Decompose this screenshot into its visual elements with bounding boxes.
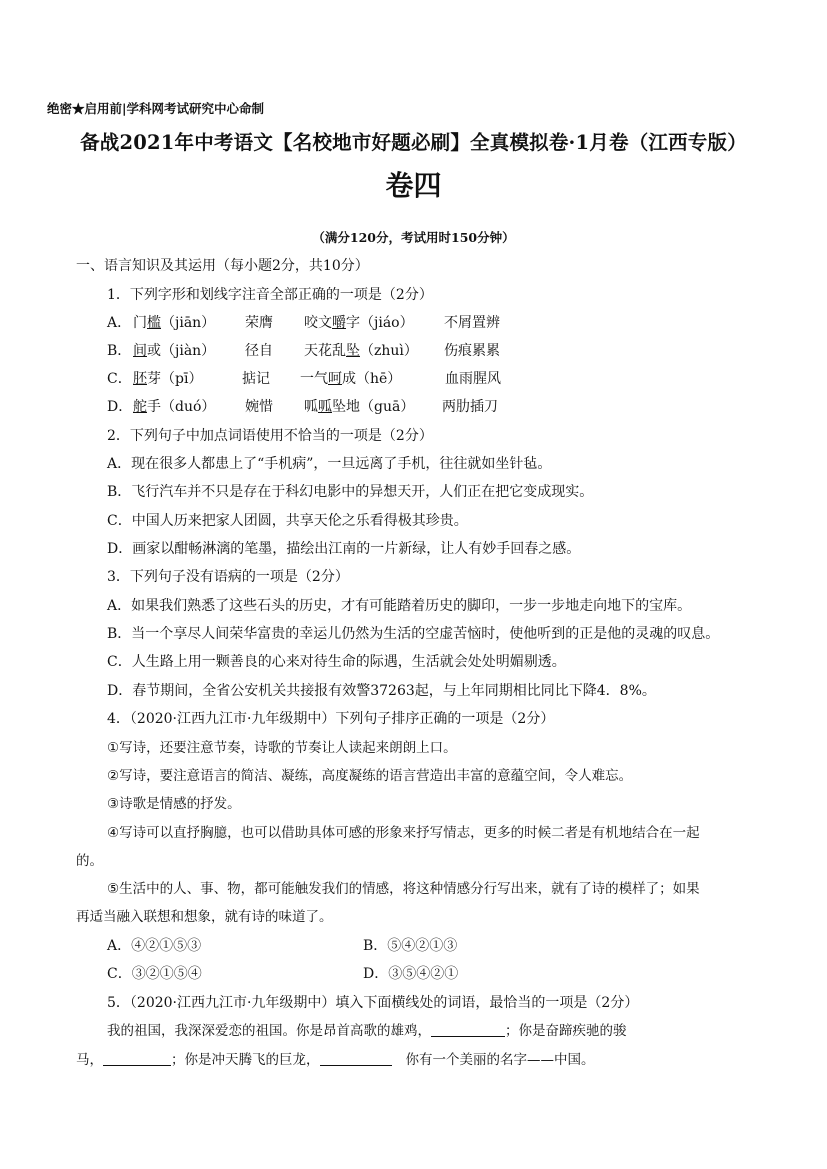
fill-blank[interactable]: [103, 1051, 171, 1066]
option-word-3: 一气呵成（hē）: [300, 371, 402, 387]
q4-stem: 4．（2020·江西九江市·九年级期中）下列句子排序正确的一项是（2分）: [107, 711, 555, 727]
option-word-4: 两肋插刀: [442, 399, 498, 415]
q3-option-d: D．春节期间，全省公安机关共接报有效警37263起，与上年同期相比同比下降4．8%。: [107, 683, 656, 699]
confidential-header: 绝密★启用前|学科网考试研究中心命制: [47, 101, 265, 116]
q4-sentence-3: ③诗歌是情感的抒发。: [107, 796, 241, 812]
option-word-2: 径自: [245, 343, 273, 359]
fill-blank[interactable]: [320, 1051, 392, 1066]
option-word-3: 天花乱坠（zhuì）: [304, 343, 418, 359]
option-word-3: 咬文嚼字（jiáo）: [304, 315, 414, 331]
q4-sentence-4b: 的。: [76, 853, 103, 869]
q4-sentence-4a: ④写诗可以直抒胸臆，也可以借助具体可感的形象来抒写情志，更多的时候二者是有机地结合在一起: [107, 825, 700, 841]
q2-option-b: B．飞行汽车并不只是存在于科幻电影中的异想天开，人们正在把它变成现实。: [107, 484, 594, 500]
option-label: A．: [107, 315, 132, 331]
option-label: D．: [107, 399, 133, 415]
option-word-2: 荣膺: [245, 315, 273, 331]
option-word-4: 血雨腥风: [445, 371, 501, 387]
q5-passage-line-2: 马， ；你是冲天腾飞的巨龙， 你有一个美丽的名字——中国。: [76, 1052, 595, 1068]
option-word-4: 不屑置辨: [444, 315, 500, 331]
q4-option-c: C．③②①⑤④: [107, 966, 202, 982]
option-word-2: 掂记: [242, 371, 270, 387]
q3-stem: 3．下列句子没有语病的一项是（2分）: [107, 569, 349, 585]
q4-option-a: A．④②①⑤③: [107, 938, 202, 954]
q3-option-a: A．如果我们熟悉了这些石头的历史，才有可能踏着历史的脚印，一步一步地走向地下的宝库。: [107, 598, 692, 614]
option-word-4: 伤痕累累: [444, 343, 500, 359]
q4-option-d: D．③⑤④②①: [363, 966, 459, 982]
fill-blank[interactable]: [431, 1022, 505, 1037]
option-word-3: 呱呱坠地（guā）: [304, 399, 415, 415]
q2-stem: 2．下列句子中加点词语使用不恰当的一项是（2分）: [107, 428, 433, 444]
q4-option-b: B．⑤④②①③: [363, 938, 458, 954]
option-label: C．: [107, 371, 132, 387]
q4-sentence-2: ②写诗，要注意语言的简洁、凝练，高度凝练的语言营造出丰富的意蕴空间，令人难忘。: [107, 768, 633, 784]
q5-stem: 5．（2020·江西九江市·九年级期中）填入下面横线处的词语，最恰当的一项是（2分）: [107, 995, 639, 1011]
option-word-1: 门槛（jiān）: [133, 315, 216, 331]
option-word-2: 婉惜: [245, 399, 273, 415]
q2-option-d: D．画家以酣畅淋漓的笔墨，描绘出江南的一片新绿，让人有妙手回春之感。: [107, 541, 581, 557]
q4-sentence-1: ①写诗，还要注意节奏，诗歌的节奏让人读起来朗朗上口。: [107, 740, 457, 756]
option-word-1: 舵手（duó）: [133, 399, 216, 415]
q4-sentence-5a: ⑤生活中的人、事、物，都可能触发我们的情感，将这种情感分行写出来，就有了诗的模样了；如果: [107, 881, 700, 897]
main-title: 备战2021年中考语文【名校地市好题必刷】全真模拟卷·1月卷（江西专版）: [80, 131, 747, 154]
option-word-1: 间或（jiàn）: [133, 343, 216, 359]
q2-option-a: A．现在很多人都患上了“手机病”，一旦远离了手机，往往就如坐针毡。: [107, 456, 552, 472]
score-note: （满分120分，考试用时150分钟）: [312, 230, 515, 245]
option-label: B．: [107, 343, 132, 359]
q4-sentence-5b: 再适当融入联想和想象，就有诗的味道了。: [76, 909, 333, 925]
option-word-1: 胚芽（pī）: [133, 371, 203, 387]
volume-title: 卷四: [385, 169, 442, 202]
q3-option-c: C．人生路上用一颗善良的心来对待生命的际遇，生活就会处处明媚剔透。: [107, 654, 566, 670]
q3-option-b: B．当一个享尽人间荣华富贵的幸运儿仍然为生活的空虚苦恼时，使他听到的正是他的灵魂的叹息。: [107, 626, 720, 642]
q2-option-c: C．中国人历来把家人团圆，共享天伦之乐看得极其珍贵。: [107, 513, 468, 529]
q1-stem: 1．下列字形和划线字注音全部正确的一项是（2分）: [107, 287, 433, 303]
section-heading: 一、语言知识及其运用（每小题2分，共10分）: [76, 258, 369, 274]
q5-passage-line-1: 我的祖国，我深深爱恋的祖国。你是昂首高歌的雄鸡， ；你是奋蹄疾驰的骏: [107, 1023, 627, 1039]
